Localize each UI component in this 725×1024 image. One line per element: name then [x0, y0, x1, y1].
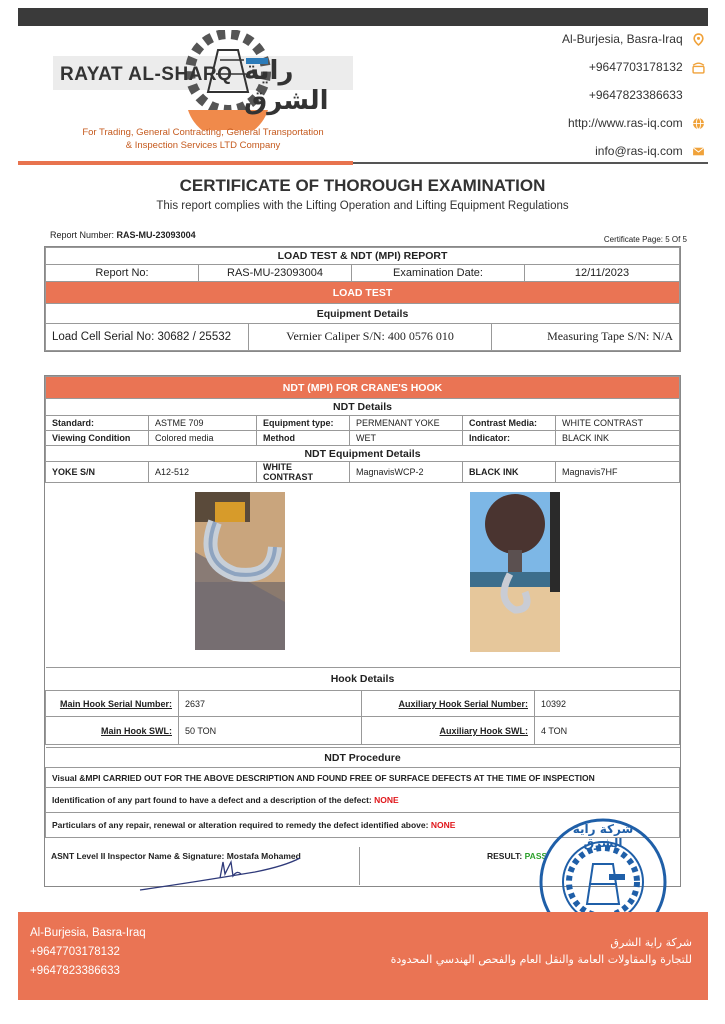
report-number: Report Number: RAS-MU-23093004 — [50, 230, 196, 240]
defect-value: NONE — [374, 795, 399, 805]
equipment-details-heading: Equipment Details — [46, 304, 680, 324]
ndt-details-table — [45, 376, 680, 483]
equipment-details-table — [45, 324, 680, 351]
equipment-type-value: PERMENANT YOKE — [350, 416, 463, 431]
header-divider-orange — [18, 161, 353, 165]
load-test-section — [44, 246, 681, 352]
report-no-label: Report No: — [46, 265, 199, 282]
brand-name-arabic: راية الشرق — [244, 56, 329, 116]
black-ink-label: BLACK INK — [463, 462, 556, 483]
main-hook-swl-label: Main Hook SWL: — [46, 717, 179, 745]
ndt-section — [44, 375, 681, 887]
footer-company-arabic: شركة راية الشرق للتجارة والمقاولات العامة والنقل العام والفحص الهندسي المحدودة — [390, 936, 692, 966]
white-contrast-label: WHITE CONTRAST — [257, 462, 350, 483]
hook-photo-1 — [195, 492, 285, 650]
black-ink-value: Magnavis7HF — [556, 462, 680, 483]
footer — [18, 912, 708, 1000]
yoke-label: YOKE S/N — [46, 462, 149, 483]
ndt-procedure-heading: NDT Procedure — [46, 748, 680, 768]
contact-phone-1: +9647703178132 — [589, 60, 705, 74]
location-pin-icon — [692, 33, 705, 46]
repair-value: NONE — [430, 820, 456, 830]
contrast-media-label: Contrast Media: — [463, 416, 556, 431]
result-value: PASS — [524, 851, 548, 861]
exam-date-value: 12/11/2023 — [525, 265, 680, 282]
white-contrast-value: MagnavisWCP-2 — [350, 462, 463, 483]
yoke-value: A12-512 — [149, 462, 257, 483]
measuring-tape-serial: Measuring Tape S/N: N/A — [492, 324, 680, 350]
telephone-icon — [692, 61, 705, 74]
brand-name-english: RAYAT AL-SHARQ — [60, 64, 233, 85]
viewing-condition-label: Viewing Condition — [46, 431, 149, 446]
stamp-text-arabic: شركة راية الشرق — [572, 822, 634, 850]
hook-details-table — [45, 667, 680, 745]
main-hook-swl-value: 50 TON — [179, 717, 362, 745]
method-value: WET — [350, 431, 463, 446]
ndt-bar: NDT (MPI) FOR CRANE'S HOOK — [46, 377, 680, 399]
indicator-label: Indicator: — [463, 431, 556, 446]
load-test-heading: LOAD TEST & NDT (MPI) REPORT — [46, 248, 680, 265]
envelope-icon — [692, 145, 705, 158]
header-divider-dark — [353, 162, 708, 164]
aux-hook-serial-value: 10392 — [535, 691, 680, 717]
main-hook-serial-value: 2637 — [179, 691, 362, 717]
aux-hook-swl-label: Auxiliary Hook SWL: — [362, 717, 535, 745]
defect-identification: Identification of any part found to have a defect and a description of the defect: NONE — [46, 788, 680, 813]
report-no-value: RAS-MU-23093004 — [199, 265, 352, 282]
viewing-condition-value: Colored media — [149, 431, 257, 446]
contrast-media-value: WHITE CONTRAST — [556, 416, 680, 431]
globe-icon — [692, 117, 705, 130]
footer-address: Al-Burjesia, Basra-Iraq — [30, 927, 146, 939]
contact-phone-2: +9647823386633 — [588, 88, 683, 102]
header-dark-bar — [18, 8, 708, 26]
inspector-signature — [135, 852, 305, 897]
result: RESULT: PASS — [487, 851, 548, 861]
footer-contact — [30, 924, 146, 981]
company-logo — [48, 30, 358, 150]
ndt-details-heading: NDT Details — [46, 399, 680, 416]
document-title: CERTIFICATE OF THOROUGH EXAMINATION — [179, 176, 546, 195]
hook-photo-2 — [470, 492, 560, 652]
main-hook-serial-label: Main Hook Serial Number: — [46, 691, 179, 717]
certificate-page: Certificate Page: 5 Of 5 — [603, 235, 687, 244]
repair-particulars: Particulars of any repair, renewal or alteration required to remedy the defect identified above: NONE — [46, 813, 680, 838]
hook-details-heading: Hook Details — [46, 668, 680, 691]
load-cell-serial: Load Cell Serial No: 30682 / 25532 — [46, 324, 249, 350]
footer-phone-2: +9647823386633 — [30, 965, 120, 977]
document-subtitle: This report complies with the Lifting Operation and Lifting Equipment Regulations — [156, 200, 569, 212]
aux-hook-swl-value: 4 TON — [535, 717, 680, 745]
company-tagline: For Trading, General Contracting, General Transportation & Inspection Services LTD Company — [82, 127, 324, 151]
footer-phone-1: +9647703178132 — [30, 946, 120, 958]
contact-website[interactable]: http://www.ras-iq.com — [568, 116, 705, 130]
standard-label: Standard: — [46, 416, 149, 431]
ndt-equipment-heading: NDT Equipment Details — [46, 446, 680, 462]
vernier-caliper-serial: Vernier Caliper S/N: 400 0576 010 — [249, 324, 492, 350]
inspector-label: ASNT Level II Inspector Name & Signature: Mostafa Mohamed — [51, 851, 301, 861]
equipment-type-label: Equipment type: — [257, 416, 350, 431]
aux-hook-serial-label: Auxiliary Hook Serial Number: — [362, 691, 535, 717]
contact-email[interactable]: info@ras-iq.com — [595, 144, 705, 158]
standard-value: ASTME 709 — [149, 416, 257, 431]
exam-date-label: Examination Date: — [352, 265, 525, 282]
indicator-value: BLACK INK — [556, 431, 680, 446]
load-test-table — [45, 247, 680, 324]
procedure-statement: Visual &MPI CARRIED OUT FOR THE ABOVE DESCRIPTION AND FOUND FREE OF SURFACE DEFECTS AT THE TIME OF INSPECTION — [46, 768, 680, 788]
contact-address: Al-Burjesia, Basra-Iraq — [562, 32, 705, 46]
load-test-bar: LOAD TEST — [46, 282, 680, 304]
method-label: Method — [257, 431, 350, 446]
